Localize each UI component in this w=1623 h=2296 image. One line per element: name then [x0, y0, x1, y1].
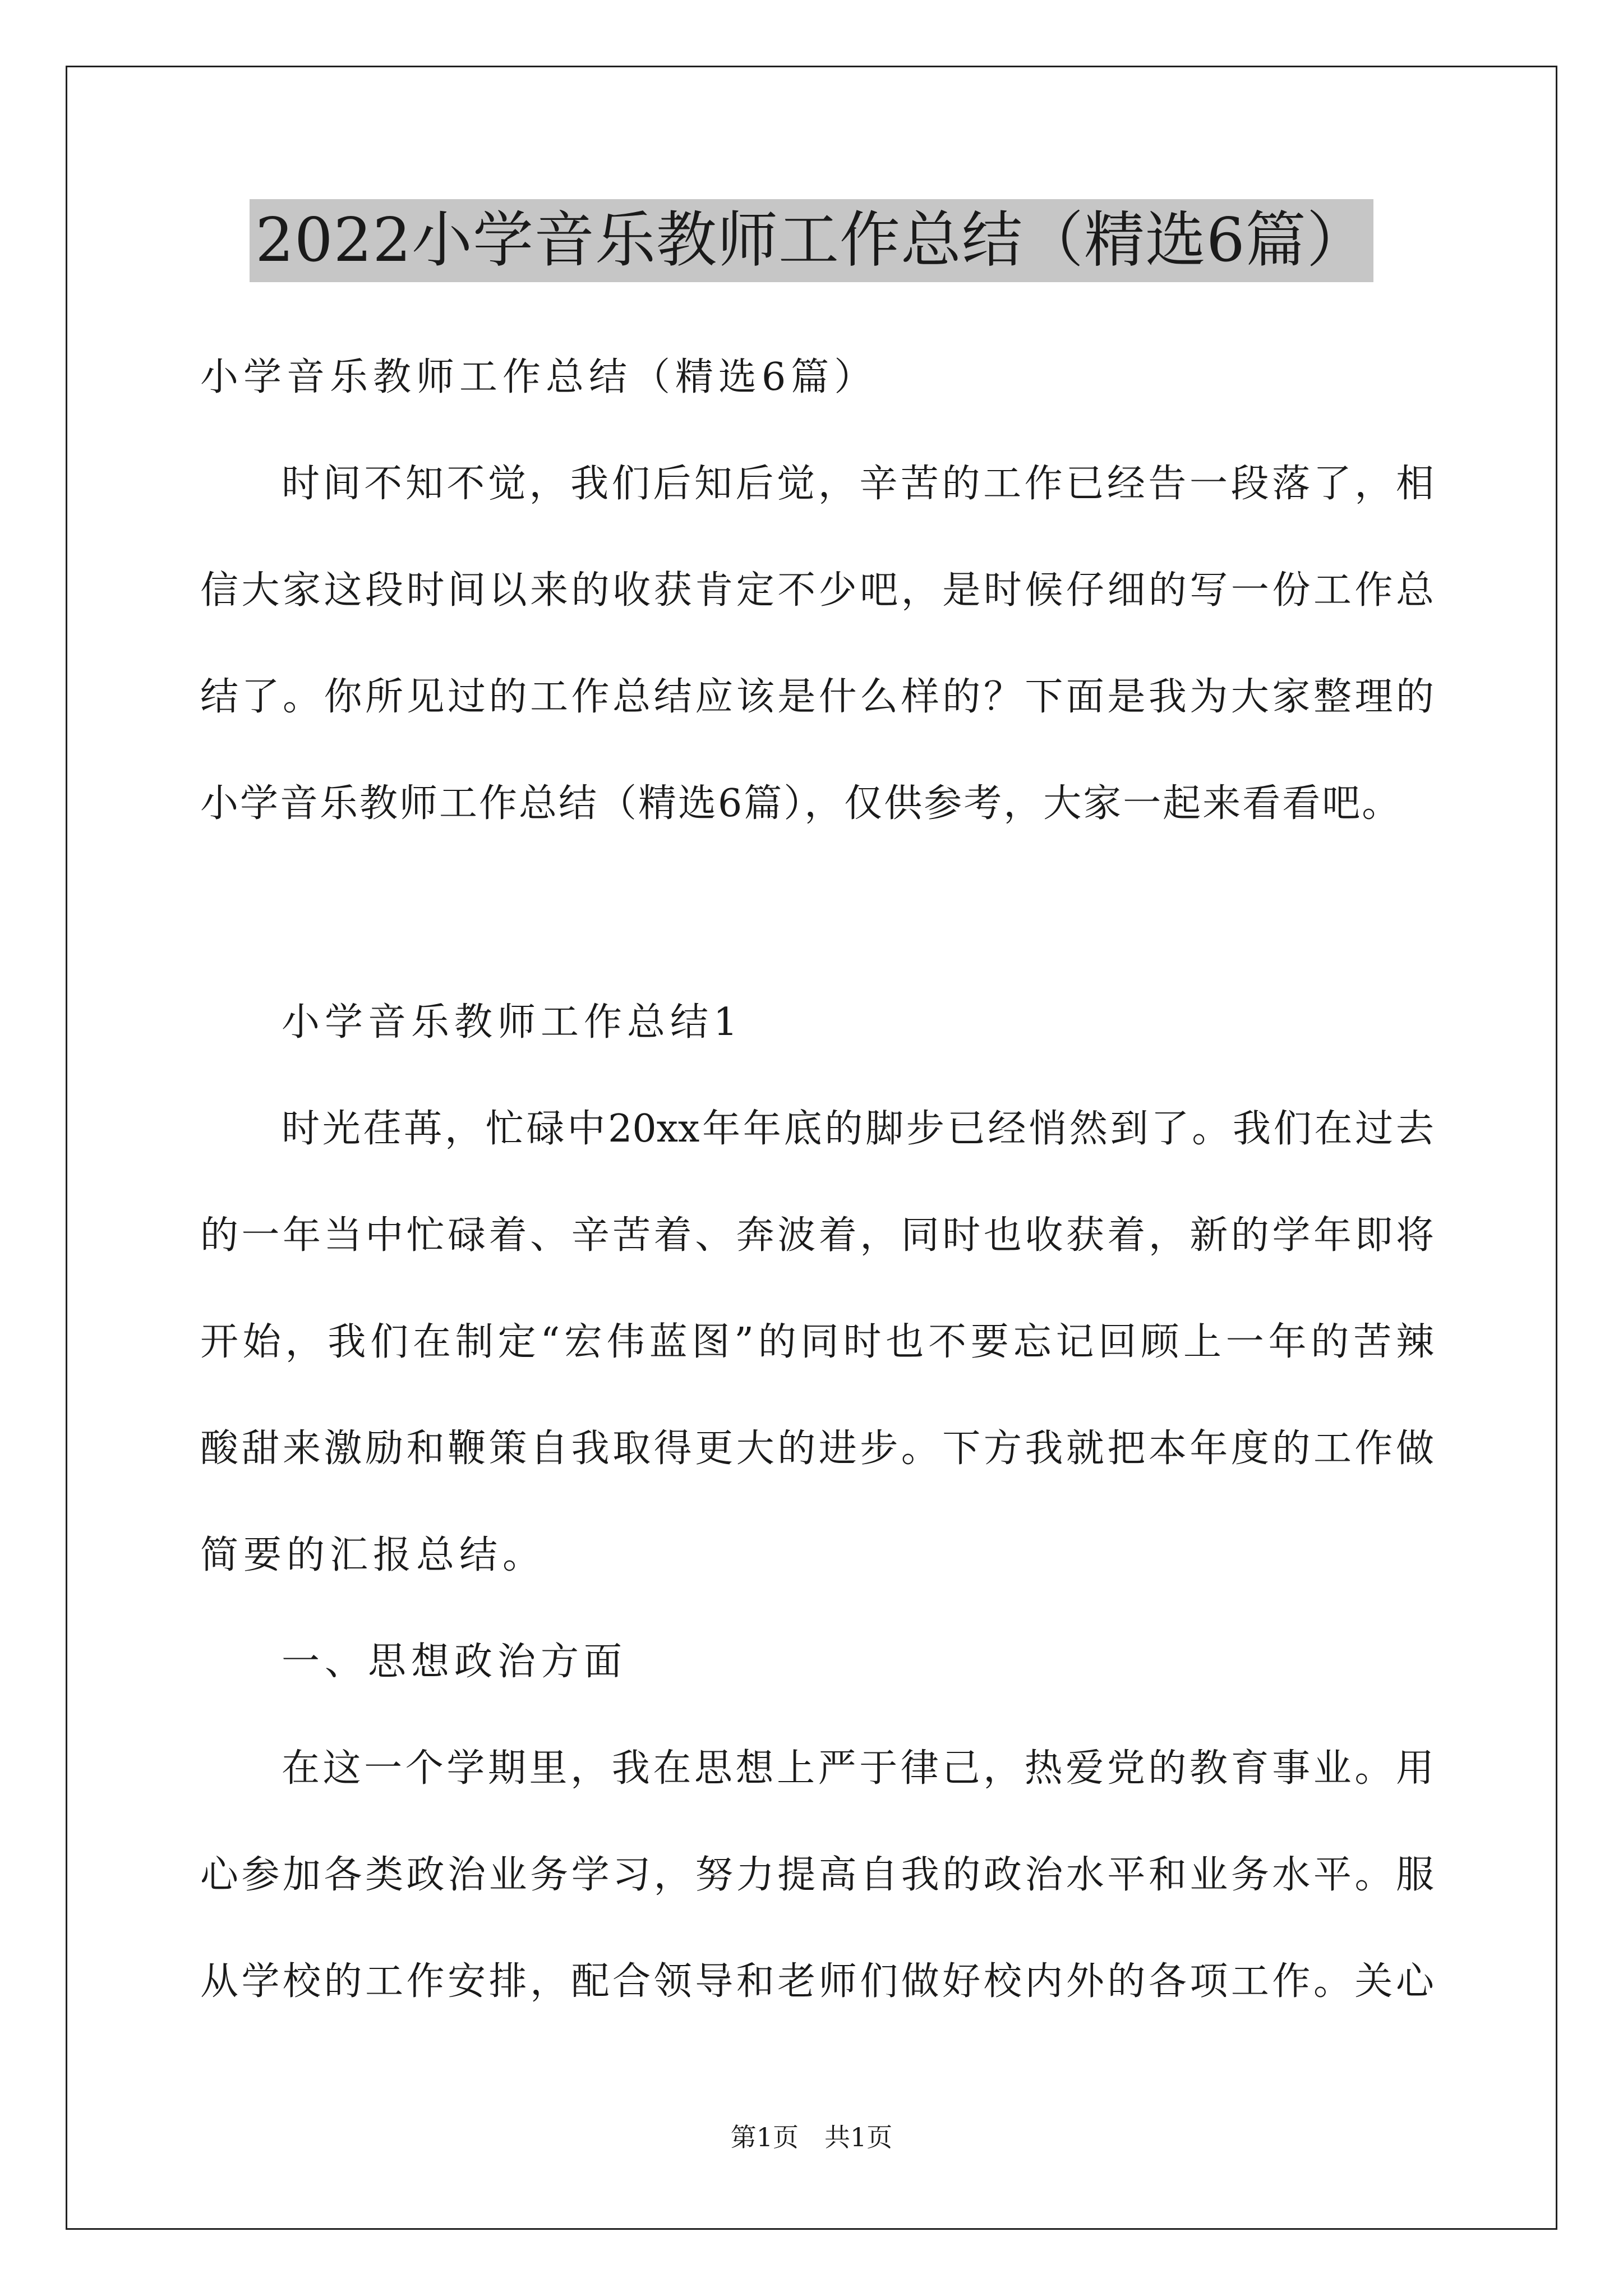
intro-line-3: 结了。你所见过的工作总结应该是什么样的？下面是我为大家整理的 [200, 675, 1434, 719]
intro-line-2: 信大家这段时间以来的收获肯定不少吧，是时候仔细的写一份工作总 [200, 568, 1434, 613]
section1-line-4: 酸甜来激励和鞭策自我取得更大的进步。下方我就把本年度的工作做 [200, 1427, 1434, 1471]
subheading-politics: 一、思想政治方面 [282, 1640, 628, 1684]
title-container [0, 199, 1623, 282]
document-title: 2022小学音乐教师工作总结（精选6篇） [250, 199, 1373, 282]
section-heading-1: 小学音乐教师工作总结1 [282, 1000, 743, 1045]
section1-line-5: 简要的汇报总结。 [200, 1533, 546, 1577]
document-subtitle: 小学音乐教师工作总结（精选6篇） [200, 355, 878, 399]
politics-line-1: 在这一个学期里，我在思想上严于律己，热爱党的教育事业。用 [282, 1746, 1434, 1791]
politics-line-3: 从学校的工作安排，配合领导和老师们做好校内外的各项工作。关心 [200, 1959, 1434, 2004]
section1-line-1: 时光荏苒，忙碌中20xx年年底的脚步已经悄然到了。我们在过去 [282, 1107, 1434, 1151]
section1-line-2: 的一年当中忙碌着、辛苦着、奔波着，同时也收获着，新的学年即将 [200, 1213, 1434, 1258]
politics-line-2: 心参加各类政治业务学习，努力提高自我的政治水平和业务水平。服 [200, 1853, 1434, 1897]
intro-line-4: 小学音乐教师工作总结（精选6篇），仅供参考，大家一起来看看吧。 [200, 781, 1402, 826]
intro-line-1: 时间不知不觉，我们后知后觉，辛苦的工作已经告一段落了，相 [282, 462, 1434, 506]
page-footer: 第1页 共1页 [730, 2122, 893, 2152]
section1-line-3: 开始，我们在制定“宏伟蓝图”的同时也不要忘记回顾上一年的苦辣 [200, 1320, 1434, 1364]
